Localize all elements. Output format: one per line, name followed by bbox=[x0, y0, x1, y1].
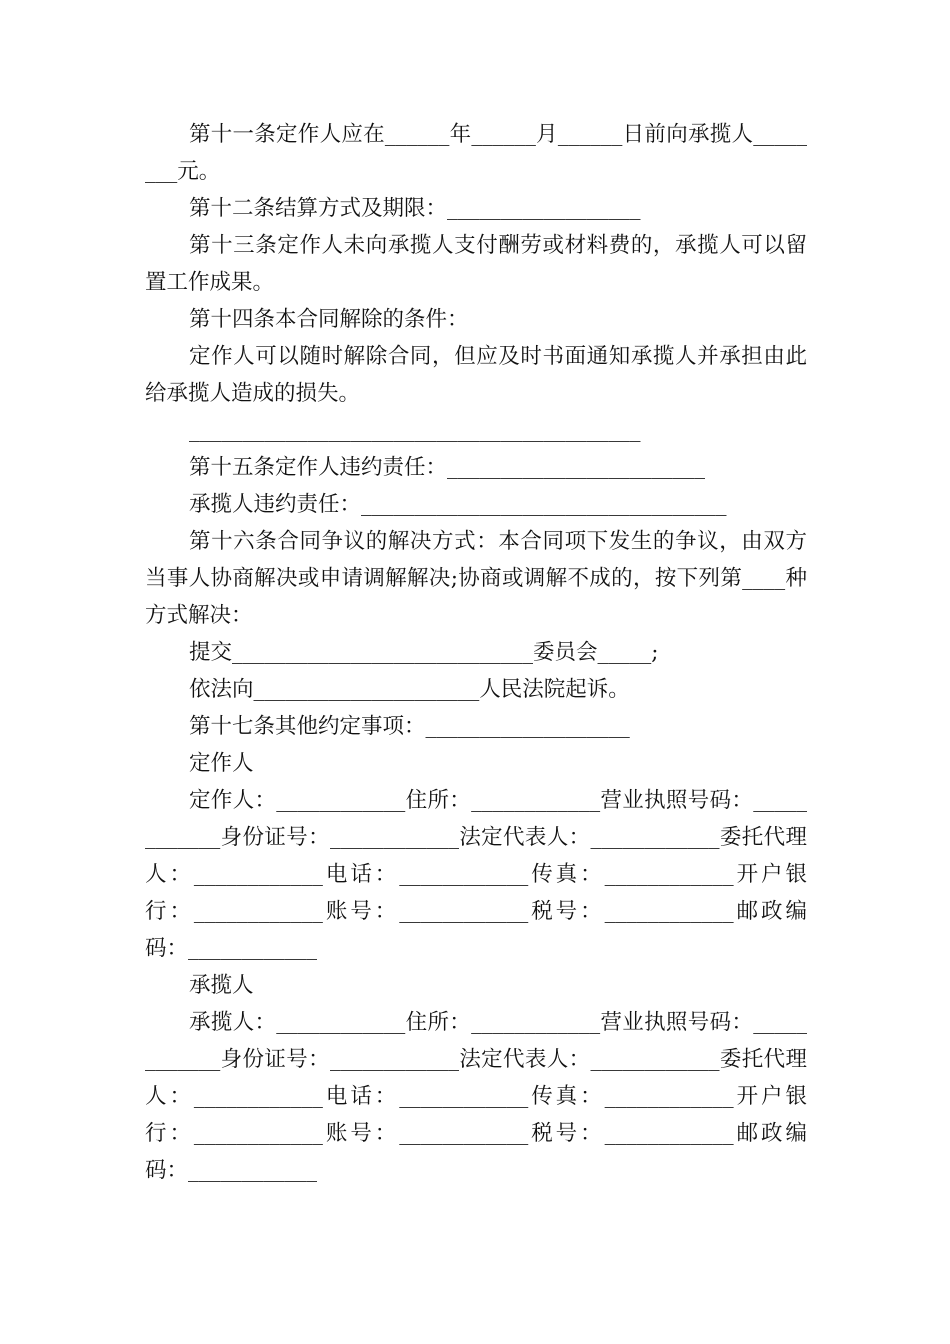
clause-13-lien: 第十三条定作人未向承揽人支付酬劳或材料费的，承揽人可以留置工作成果。 bbox=[145, 233, 807, 295]
clause-14-termination-text: 定作人可以随时解除合同，但应及时书面通知承揽人并承担由此给承揽人造成的损失。 bbox=[145, 344, 807, 406]
clause-15-contractor-liability: 承揽人违约责任：__________________________________ bbox=[189, 492, 727, 517]
clause-15-client-liability: 第十五条定作人违约责任：________________________ bbox=[189, 455, 706, 480]
clause-16-arbitration: 提交____________________________委员会_____; bbox=[189, 640, 659, 665]
clause-14-blank-line: __________________________________________ bbox=[189, 418, 641, 443]
contract-page bbox=[145, 116, 807, 1189]
clause-16-litigation: 依法向_____________________人民法院起诉。 bbox=[189, 677, 630, 702]
contractor-party-heading: 承揽人 bbox=[189, 973, 254, 998]
clause-16-dispute-resolution: 第十六条合同争议的解决方式：本合同项下发生的争议，由双方当事人协商解决或申请调解解决;协商或调解不成的，按下列第____种方式解决： bbox=[145, 529, 807, 628]
clause-14-termination-heading: 第十四条本合同解除的条件： bbox=[189, 307, 469, 332]
clause-12-settlement: 第十二条结算方式及期限：__________________ bbox=[189, 196, 641, 221]
clause-11-payment-date: 第十一条定作人应在______年______月______日前向承揽人________元。 bbox=[145, 122, 807, 184]
client-party-heading: 定作人 bbox=[189, 751, 254, 776]
contractor-party-details: 承揽人：____________住所：____________营业执照号码：____________身份证号：____________法定代表人：____________委托代理人：____________电话：____________传真：____________开户银行：____________账号：____________税号：____________邮政编码：____________ bbox=[145, 1010, 807, 1183]
clause-17-other-matters: 第十七条其他约定事项：___________________ bbox=[189, 714, 630, 739]
client-party-details: 定作人：____________住所：____________营业执照号码：____________身份证号：____________法定代表人：____________委托代理人：____________电话：____________传真：____________开户银行：____________账号：____________税号：____________邮政编码：____________ bbox=[145, 788, 807, 961]
